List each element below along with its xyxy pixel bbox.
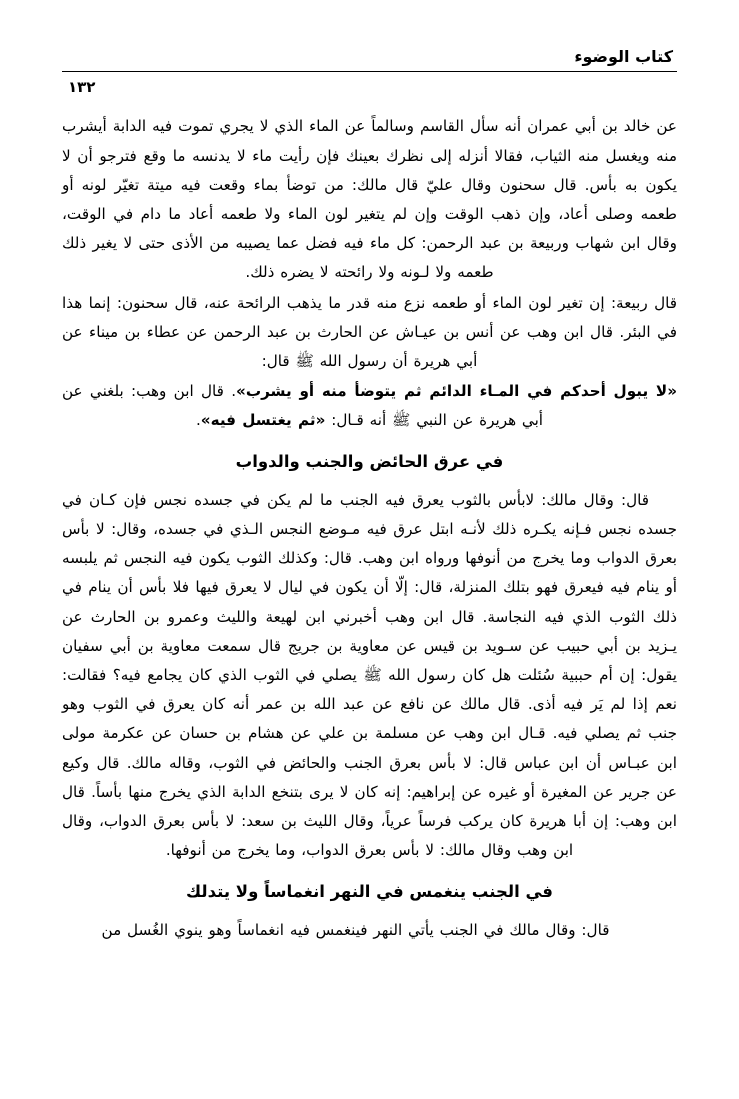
paragraph: عن خالد بن أبي عمران أنه سأل القاسم وسالماً عن الماء الذي لا يجري تموت فيه الدابة أيشرب منه ويغسل منه الثياب، فقالا أنزله إلى نظرك بعينك فإن رأيت ماء لا يدنسه ما وقع فترجو أن لا يكون به بأس. قال سحنون وقال عليّ قال مالك: من توضأ بماء وقعت فيه ميتة تغيّر لونه أو طعمه وصلى أعاد، وإن ذهب الوقت وإن لم يتغير لون الماء ولا طعمه أعاد ما دام في الوقت، وقال ابن شهاب وربيعة بن عبد الرحمن: كل ماء فيه فضل عما يصيبه من الأذى حتى لا يغير ذلك طعمه ولا لـونه ولا رائحته لا يضره ذلك. — [62, 117, 677, 282]
paragraph — [62, 289, 677, 377]
header-divider — [62, 71, 677, 72]
paragraph: قال: وقال مالك: لابأس بالثوب يعرق فيه الجنب ما لم يكن في جسده نجس فإن كـان في جسده نجس فـإنه يكـره ذلك لأنـه ابتل عرق فيه مـوضع النجس الـذي في جسده، وقال: لا بأس بعرق الدواب وما يخرج من أنوفها ورواه ابن وهب. قال: وكذلك الثوب يكون فيه النجس ثم يلبسه أو ينام فيه فيعرق فهو بتلك المنزلة، قال: إلّا أن يكون في ليال لا يعرق فيها فلا بأس أن ينام في ذلك الثوب الذي فيه النجاسة. قال ابن وهب أخبرني ابن لهيعة والليث وعمرو بن الحارث عن يـزيد بن أبي حبيب عن سـويد بن قيس عن معاوية بن جريج قال سمعت معاوية بن أبي سفيان يقول: إن أم حببية سُئلت هل كان رسول الله ﷺ يصلي في الثوب الذي كان يجامع فيه؟ فقالت: نعم إذا لم يَر فيه أذى. قال مالك عن نافع عن عبد الله بن عمر أنه كان يعرق في الثوب وهو جنب ثم يصلي فيه. قـال ابن وهب عن مسلمة بن علي عن هشام بن حسان عن عكرمة مولى ابن عبـاس أن ابن عباس قال: لا بأس بعرق الجنب والحائض في الثوب، وقاله مالك. قال وكيع عن جرير عن المغيرة أو غيره عن إبراهيم: إنه كان لا يرى بتنخع الدابة الذي يخرج منها بأساً. قال ابن وهب: إن أبا هريرة كان يركب فرساً عرياً، وقال الليث بن سعد: لا بأس بعرق الدواب، وقال ابن وهب وقال مالك: لا بأس بعرق الدواب، وما يخرج من أنوفها. — [62, 490, 677, 860]
paragraph-text: . قال ابن وهب: بلغني عن أبي هريرة عن النبي ﷺ أنه قـال: — [62, 382, 544, 430]
paragraph-text: قال ربيعة: إن تغير لون الماء أو طعمه نزع منه قدر ما يذهب الرائحة عنه، قال سحنون: إنما هذا في البئر. قال ابن وهب عن أنس بن عيـاش عن الحارث بن عبد الرحمن عن عطاء بن ميناء عن أبي هريرة أن رسول الله ﷺ قال: — [62, 293, 677, 370]
page-number: ١٣٢ — [68, 78, 96, 97]
paragraph-hadith — [62, 377, 677, 435]
page-header — [62, 46, 677, 96]
paragraph: قال: وقال مالك في الجنب يأتي النهر فينغمس فيه انغماساً وهو ينوي الغُسل من — [101, 920, 610, 939]
section-heading: في عرق الحائض والجنب والدواب — [235, 452, 504, 472]
hadith-text: «لا يبول أحدكم في المـاء الدائم ثم يتوضأ منه أو يشرب» — [236, 382, 678, 401]
hadith-text-tail: «ثم يغتسل فيه» — [200, 411, 326, 430]
document-body — [62, 112, 677, 944]
section-heading: في الجنب ينغمس في النهر انغماساً ولا يتدلك — [186, 882, 553, 902]
book-title: كتاب الوضوء — [574, 47, 673, 66]
paragraph-end: . — [195, 411, 201, 430]
